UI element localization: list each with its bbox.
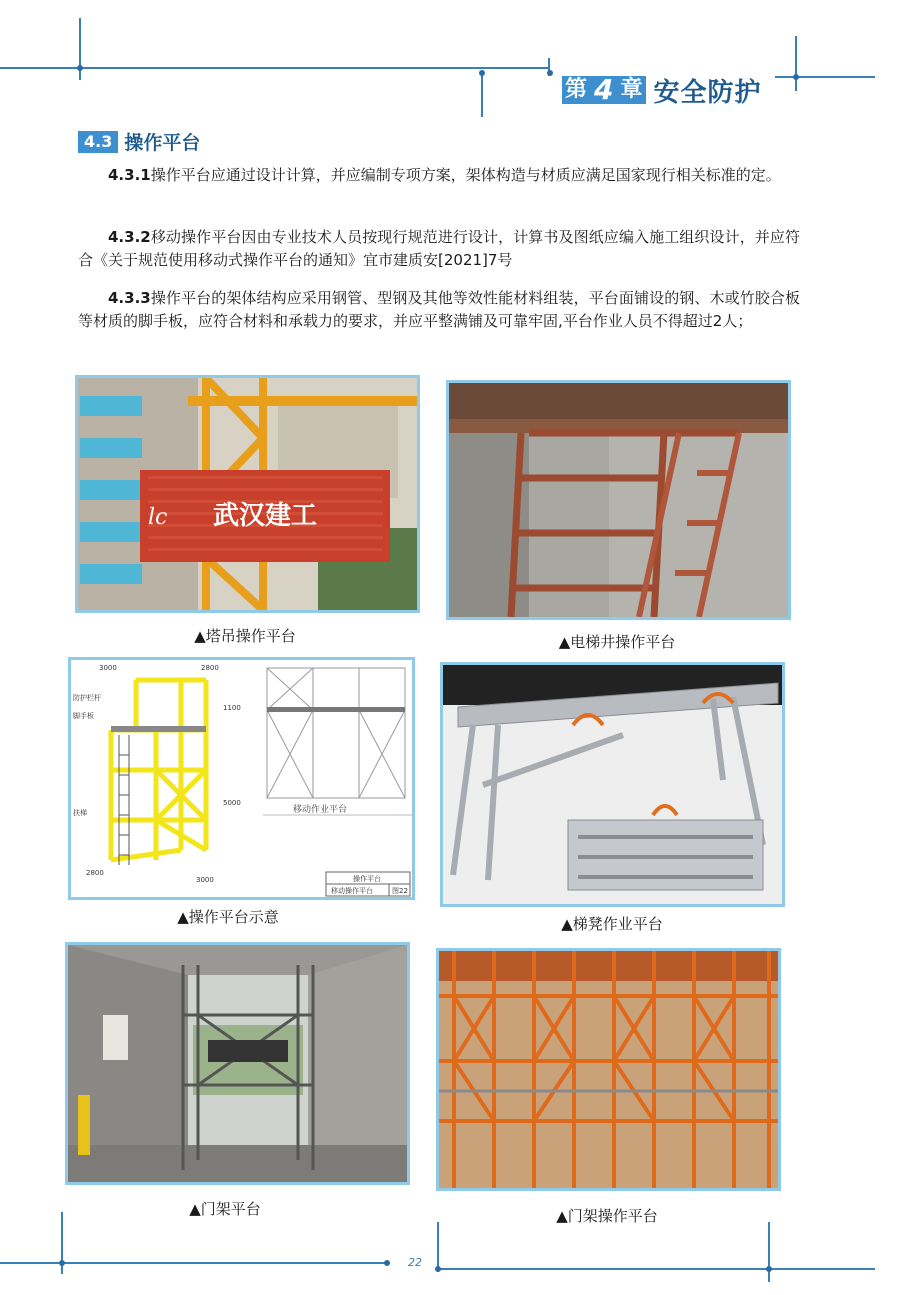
clause-text: 操作平台的架体结构应采用钢管、型钢及其他等效性能材料组装，平台面铺设的钢、木或竹胶合板等材质的脚手板，应符合材料和承载力的要求，并应平整满铺及可靠牢固,平台作业人员不得超过2人； [78, 289, 800, 330]
clause-4-3-1 [78, 164, 800, 187]
rule-dot [59, 1260, 65, 1266]
caption-tower-crane: ▲塔吊操作平台 [194, 627, 296, 645]
step-stool-photo [443, 665, 782, 904]
part-label: 脚手板 [73, 712, 94, 720]
caption-elevator-shaft: ▲电梯井操作平台 [558, 633, 676, 651]
photo-door-frame-platform [65, 942, 410, 1185]
clause-4-3-2 [78, 226, 800, 272]
clause-number: 4.3.3 [108, 289, 151, 307]
door-frame-photo [68, 945, 407, 1182]
clause-number: 4.3.1 [108, 166, 151, 184]
top-rule-right [775, 76, 875, 78]
caption-door-frame-operating: ▲门架操作平台 [556, 1207, 658, 1225]
sign-logo-icon: lc [148, 505, 168, 530]
right-vertical-rule [795, 36, 797, 91]
dim-label: 3000 [196, 876, 214, 884]
clause-number: 4.3.2 [108, 228, 151, 246]
bottom-vertical-rule [768, 1222, 770, 1282]
title-block-text: 图22 [392, 887, 408, 895]
dim-label: 2800 [201, 664, 219, 672]
dim-label: 3000 [99, 664, 117, 672]
drawing-platform-schematic [68, 657, 415, 900]
scaffold-photo [439, 951, 778, 1188]
elevator-shaft-photo [449, 383, 788, 617]
caption-door-frame: ▲门架平台 [189, 1200, 261, 1218]
rule-dot [793, 74, 799, 80]
photo-door-frame-operating-platform [436, 948, 781, 1191]
photo-step-stool-platform [440, 662, 785, 907]
rule-dot [435, 1266, 441, 1272]
clause-4-3-3 [78, 287, 800, 333]
photo-tower-crane-platform [75, 375, 420, 613]
drawing-subtitle: 移动作业平台 [293, 805, 348, 815]
bottom-rule-right [440, 1268, 875, 1270]
clause-text: 操作平台应通过设计计算，并应编制专项方案，架体构造与材质应满足国家现行相关标准的定。 [150, 166, 781, 184]
tower-crane-photo [78, 378, 417, 610]
photo-elevator-shaft-platform [446, 380, 791, 620]
rule-dot [547, 70, 553, 76]
section-heading [78, 128, 200, 155]
chapter-title: 安全防护 [653, 77, 762, 108]
dim-label: 2800 [86, 869, 104, 877]
chapter-header [562, 73, 762, 107]
chapter-suffix: 章 [618, 76, 646, 104]
rule-dot [479, 70, 485, 76]
rule-dot [77, 65, 83, 71]
title-block-text: 操作平台 [353, 875, 381, 883]
part-label: 扶梯 [73, 809, 87, 817]
caption-platform-schematic: ▲操作平台示意 [177, 908, 279, 926]
platform-schematic-drawing [71, 660, 412, 897]
clause-text: 移动操作平台因由专业技术人员按现行规范进行设计，计算书及图纸应编入施工组织设计，并应符合《关于规范使用移动式操作平台的通知》宜市建质安[2021]7号 [78, 228, 800, 269]
dim-label: 1100 [223, 704, 241, 712]
mid-vertical-rule [481, 72, 483, 117]
section-number: 4.3 [78, 131, 118, 153]
bottom-vertical-rule [437, 1222, 439, 1272]
page-number: 22 [408, 1256, 422, 1269]
title-block-text: 移动操作平台 [331, 887, 373, 895]
section-title: 操作平台 [124, 132, 201, 154]
caption-step-stool: ▲梯凳作业平台 [561, 915, 663, 933]
dim-label: 5000 [223, 799, 241, 807]
sign-text: 武汉建工 [213, 501, 318, 531]
chapter-number: 4 [590, 76, 617, 104]
part-label: 防护栏杆 [73, 694, 101, 702]
chapter-prefix: 第 [562, 76, 590, 104]
rule-dot [384, 1260, 390, 1266]
rule-dot [766, 1266, 772, 1272]
